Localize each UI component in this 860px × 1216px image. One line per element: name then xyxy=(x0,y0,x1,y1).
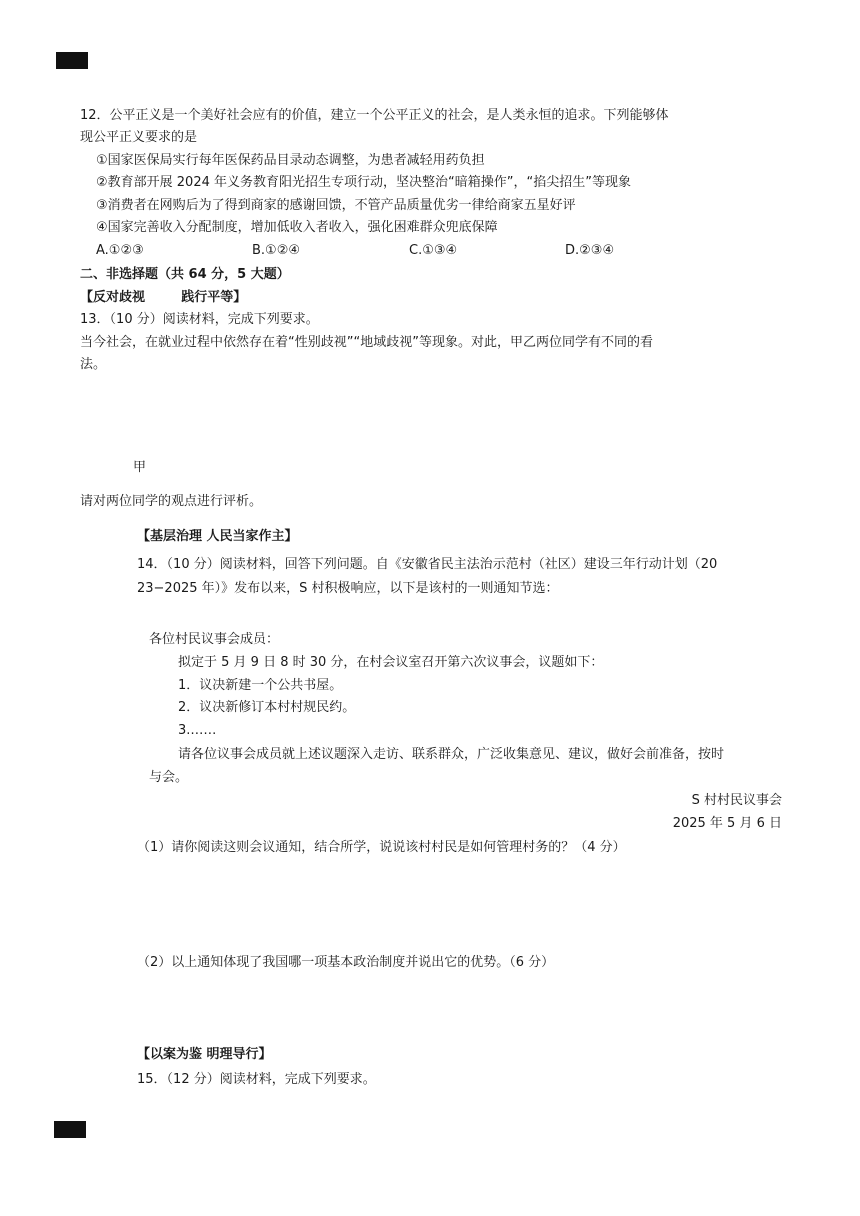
notice-request-line1: 请各位议事会成员就上述议题深入走访、联系群众，广泛收集意见、建议，做好会前准备，按时 xyxy=(178,747,725,762)
q13-material-line1: 当今社会，在就业过程中依然存在着“性别歧视”“地域歧视”等现象。对此，甲乙两位同学有不同的看 xyxy=(80,335,653,350)
q12-option-c: C.①③④ xyxy=(409,243,458,258)
notice-date: 2025 年 5 月 6 日 xyxy=(672,816,782,831)
notice-item-2: 2．议决新修订本村村规民约。 xyxy=(178,700,356,715)
notice-item-1: 1．议决新建一个公共书屋。 xyxy=(178,678,343,693)
notice-salutation: 各位村民议事会成员： xyxy=(149,632,280,647)
bottom-corner-mark xyxy=(54,1121,86,1138)
section2-title: 【基层治理 人民当家作主】 xyxy=(137,529,298,544)
q12-statement-1: ①国家医保局实行每年医保药品目录动态调整，为患者减轻用药负担 xyxy=(96,153,485,168)
q15-stem: 15．（12 分）阅读材料，完成下列要求。 xyxy=(137,1072,376,1087)
q14-stem-line2: 23−2025 年）》发布以来，S 村积极响应，以下是该村的一则通知节选： xyxy=(137,581,559,596)
q12-statement-3: ③消费者在网购后为了得到商家的感谢回馈，不管产品质量优劣一律给商家五星好评 xyxy=(96,198,576,213)
part2-heading: 二、非选择题（共 64 分，5 大题） xyxy=(80,267,290,282)
q13-stem: 13．（10 分）阅读材料，完成下列要求。 xyxy=(80,312,319,327)
section3-title: 【以案为鉴 明理导行】 xyxy=(137,1047,272,1062)
q12-stem-line1: 12．公平正义是一个美好社会应有的价值，建立一个公平正义的社会，是人类永恒的追求。下列能够体 xyxy=(80,108,669,123)
notice-signer: S 村村民议事会 xyxy=(691,793,782,808)
notice-intro: 拟定于 5 月 9 日 8 时 30 分，在村会议室召开第六次议事会，议题如下： xyxy=(178,655,604,670)
q14-subquestion-1: （1）请你阅读这则会议通知，结合所学，说说该村村民是如何管理村务的？（4 分） xyxy=(137,840,626,855)
q12-option-b: B.①②④ xyxy=(252,243,301,258)
q12-stem-line2: 现公平正义要求的是 xyxy=(80,130,198,145)
q12-statement-4: ④国家完善收入分配制度，增加低收入者收入，强化困难群众兜底保障 xyxy=(96,220,498,235)
q13-speaker-label: 甲 xyxy=(133,460,147,475)
notice-request-line2: 与会。 xyxy=(149,770,189,785)
q12-option-a: A.①②③ xyxy=(96,243,144,258)
q12-statement-2: ②教育部开展 2024 年义务教育阳光招生专项行动，坚决整治“暗箱操作”，“掐尖招生”等现象 xyxy=(96,175,631,190)
q14-stem-line1: 14．（10 分）阅读材料，回答下列问题。自《安徽省民主法治示范村（社区）建设三年行动计划（20 xyxy=(137,557,718,572)
notice-item-3: 3.…… xyxy=(178,723,217,738)
section1-title: 【反对歧视 践行平等】 xyxy=(80,290,247,305)
q14-subquestion-2: （2）以上通知体现了我国哪一项基本政治制度并说出它的优势。（6 分） xyxy=(137,955,555,970)
top-corner-mark xyxy=(56,52,88,69)
q12-option-d: D.②③④ xyxy=(565,243,615,258)
q13-material-line2: 法。 xyxy=(80,357,107,372)
q13-task: 请对两位同学的观点进行评析。 xyxy=(80,494,263,509)
